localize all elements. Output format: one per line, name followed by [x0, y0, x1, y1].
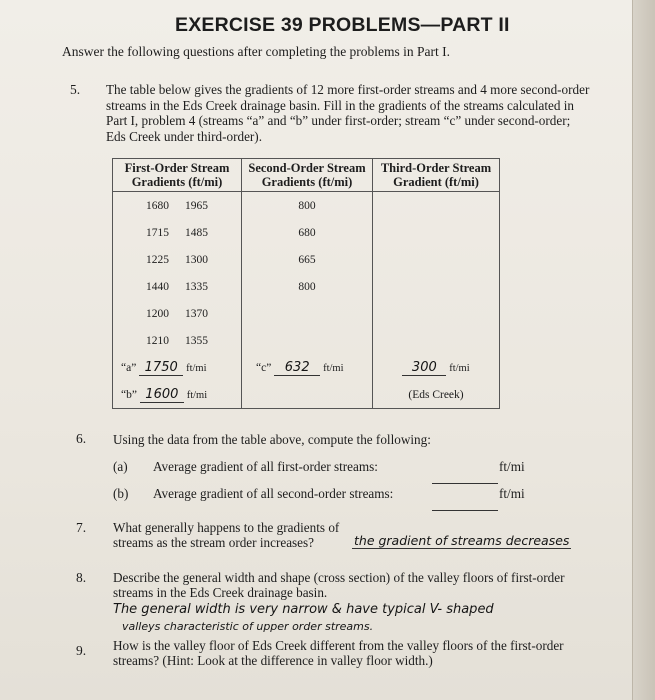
second-order-value: 680: [298, 226, 316, 239]
question-8-text-line1: Describe the general width and shape (cross section) of the valley floors of first-order: [113, 570, 565, 585]
second-order-value: 665: [298, 253, 316, 266]
first-order-value: 1370: [185, 307, 208, 320]
header-first-order: First-Order Stream Gradients (ft/mi): [113, 159, 242, 192]
question-9-number: 9.: [76, 643, 87, 658]
stream-b-label: “b”: [121, 388, 137, 401]
header-second-order: Second-Order Stream Gradients (ft/mi): [242, 159, 373, 192]
question-6b-label: (b): [113, 486, 129, 501]
first-order-value: 1715: [146, 226, 169, 239]
stream-c-answer[interactable]: 632: [274, 360, 320, 376]
question-8-number: 8.: [76, 570, 87, 585]
table-row: [113, 246, 500, 273]
gradient-table: [112, 158, 500, 409]
first-order-value: 1335: [185, 280, 208, 293]
page-edge-shadow: [632, 0, 655, 700]
question-8-text-line2: streams in the Eds Creek drainage basin.: [113, 585, 328, 600]
question-6b-answer-line[interactable]: [432, 498, 498, 516]
table-row: [113, 381, 500, 409]
question-7-text-line1: What generally happens to the gradients of: [113, 520, 340, 535]
stream-a-label: “a”: [121, 361, 137, 374]
first-order-value: 1965: [185, 199, 208, 212]
page-title: EXERCISE 39 PROBLEMS—PART II: [175, 14, 510, 36]
question-6-number: 6.: [76, 431, 87, 446]
question-9-text-line1: How is the valley floor of Eds Creek different from the valley floors of the first-order: [113, 638, 564, 653]
first-order-value: 1225: [146, 253, 169, 266]
question-6b-text: Average gradient of all second-order streams:: [153, 486, 394, 501]
first-order-value: 1210: [146, 334, 169, 347]
question-5-number: 5.: [70, 82, 81, 97]
question-6-text: Using the data from the table above, compute the following:: [113, 432, 431, 447]
unit-label: ft/mi: [449, 362, 470, 374]
instructions: Answer the following questions after completing the problems in Part I.: [62, 44, 451, 59]
second-order-value: 800: [298, 199, 316, 212]
table-row: [113, 354, 500, 381]
stream-a-answer[interactable]: 1750: [139, 360, 183, 376]
question-7-text-line2: streams as the stream order increases?: [113, 535, 315, 550]
first-order-value: 1440: [146, 280, 169, 293]
eds-creek-label: (Eds Creek): [408, 388, 464, 401]
header-third-order: Third-Order Stream Gradient (ft/mi): [373, 159, 500, 192]
first-order-value: 1200: [146, 307, 169, 320]
table-row: [113, 327, 500, 354]
table-row: [113, 192, 500, 220]
second-order-value: 800: [298, 280, 316, 293]
question-7-answer[interactable]: the gradient of streams decreases: [354, 533, 570, 548]
stream-c-label: “c”: [256, 361, 272, 374]
table-row: [113, 219, 500, 246]
question-6a-answer-line[interactable]: [432, 471, 498, 489]
question-7-number: 7.: [76, 520, 87, 535]
table-row: [113, 300, 500, 327]
unit-label: ft/mi: [186, 362, 207, 374]
unit-label: ft/mi: [499, 486, 525, 501]
question-5-text: The table below gives the gradients of 12 more first-order streams and 4 more second-order streams in the Eds Creek drainage basin. Fill in the gradients of the streams calculated in Part I, problem 4 (streams “a” and “b” under first-order; stream “c” under second-order; Eds Creek under third-order).: [106, 82, 590, 144]
eds-creek-answer[interactable]: 300: [402, 360, 446, 376]
question-6a-label: (a): [113, 459, 128, 474]
question-8-answer-line1[interactable]: The general width is very narrow & have typical V- shaped: [113, 602, 494, 617]
unit-label: ft/mi: [323, 362, 344, 374]
unit-label: ft/mi: [186, 389, 208, 401]
table-row: [113, 273, 500, 300]
question-9-text-line2: streams? (Hint: Look at the difference in valley floor width.): [113, 653, 433, 668]
question-6a-text: Average gradient of all first-order streams:: [153, 459, 378, 474]
first-order-value: 1680: [146, 199, 169, 212]
first-order-value: 1485: [185, 226, 208, 239]
unit-label: ft/mi: [499, 459, 525, 474]
question-8-answer-line2[interactable]: valleys characteristic of upper order streams.: [122, 620, 374, 633]
first-order-value: 1355: [185, 334, 208, 347]
stream-b-answer[interactable]: 1600: [140, 387, 184, 403]
first-order-value: 1300: [185, 253, 208, 266]
